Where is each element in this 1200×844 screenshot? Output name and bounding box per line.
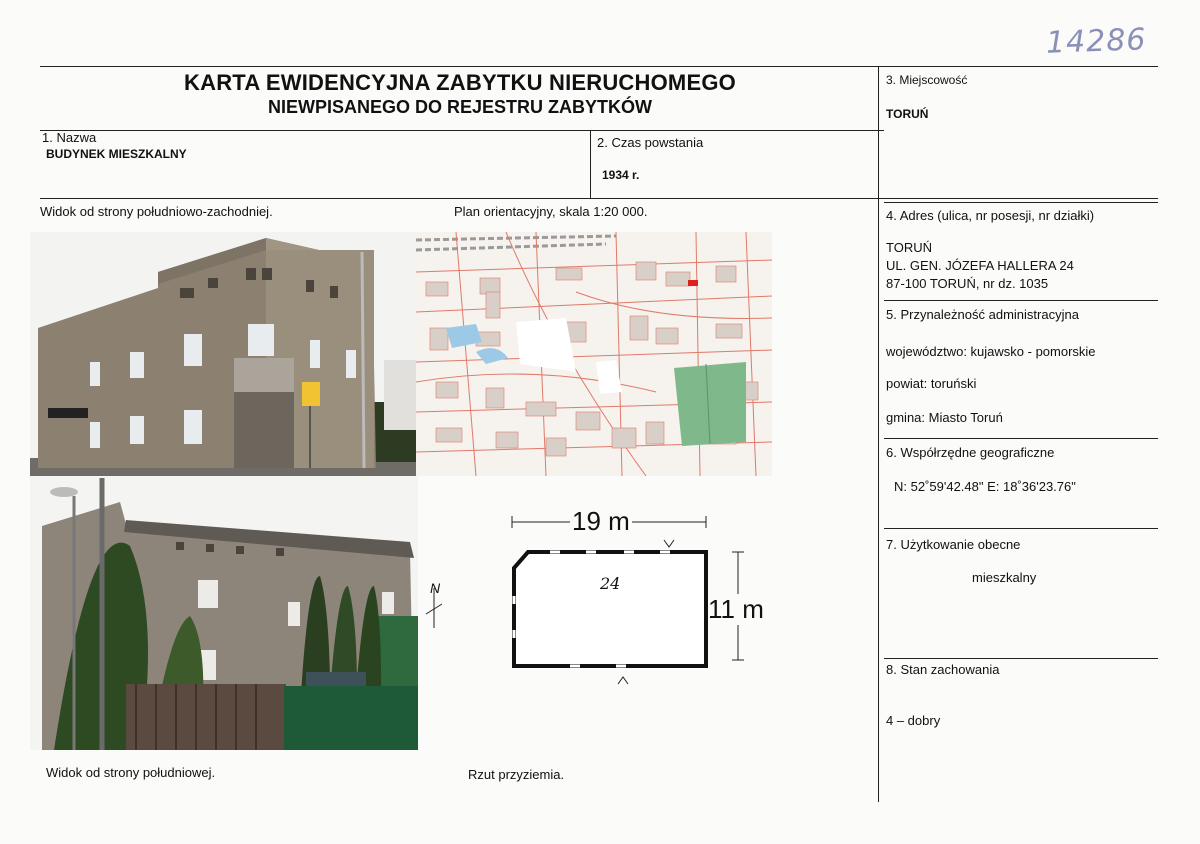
coords-value: N: 52˚59'42.48" E: 18˚36'23.76" [894, 479, 1076, 494]
name-value: BUDYNEK MIESZKALNY [46, 147, 187, 161]
county-value: toruński [930, 376, 977, 391]
caption-view-s: Widok od strony południowej. [46, 765, 216, 780]
name-date-divider [590, 130, 591, 198]
commune-row [886, 410, 1003, 425]
plan-building-number: 24 [600, 574, 621, 593]
date-label: 2. Czas powstania [597, 135, 704, 150]
name-rule [40, 198, 1158, 199]
north-arrow-icon: N [430, 580, 441, 596]
usage-value: mieszkalny [972, 570, 1037, 585]
address-line-3: 87-100 TORUŃ, nr dz. 1035 [886, 276, 1049, 291]
commune-label: gmina: [886, 410, 929, 425]
condition-value: 4 – dobry [886, 713, 941, 728]
address-line-1: TORUŃ [886, 240, 932, 255]
card-title: KARTA EWIDENCYJNA ZABYTKU NIERUCHOMEGO [184, 70, 736, 95]
address-label: 4. Adres (ulica, nr posesji, nr działki) [886, 208, 1095, 223]
voivodeship-value: kujawsko - pomorskie [970, 344, 1096, 359]
photo-south-west-view [30, 232, 416, 476]
ground-floor-plan [420, 500, 780, 760]
voivodeship-row [886, 344, 1096, 359]
usage-label: 7. Użytkowanie obecne [886, 537, 1021, 552]
archive-number: 14286 [1045, 22, 1148, 61]
date-value: 1934 r. [602, 168, 640, 182]
place-label: 3. Miejscowość [886, 73, 968, 87]
admin-label: 5. Przynależność administracyjna [886, 307, 1079, 322]
rule-4 [884, 202, 1158, 203]
county-label: powiat: [886, 376, 931, 391]
commune-value: Miasto Toruń [928, 410, 1003, 425]
plan-height-label: 11 m [708, 594, 764, 624]
name-label: 1. Nazwa [42, 130, 97, 145]
caption-view-sw: Widok od strony południowo-zachodniej. [40, 204, 273, 219]
photo-south-view [30, 476, 418, 750]
rule-6 [884, 438, 1158, 439]
county-row [886, 376, 976, 391]
caption-plan: Plan orientacyjny, skala 1:20 000. [454, 204, 648, 219]
rule-5 [884, 300, 1158, 301]
caption-ground-plan: Rzut przyziemia. [468, 767, 565, 782]
plan-width-label: 19 m [572, 506, 630, 536]
orientation-map [416, 232, 772, 476]
right-column-divider [878, 66, 879, 802]
coords-label: 6. Współrzędne geograficzne [886, 445, 1055, 460]
title-rule [40, 130, 884, 131]
rule-8 [884, 658, 1158, 659]
rule-7 [884, 528, 1158, 529]
address-line-2: UL. GEN. JÓZEFA HALLERA 24 [886, 258, 1074, 273]
place-value: TORUŃ [886, 107, 929, 121]
condition-label: 8. Stan zachowania [886, 662, 1000, 677]
card-subtitle: NIEWPISANEGO DO REJESTRU ZABYTKÓW [267, 97, 653, 117]
voivodeship-label: województwo: [886, 344, 971, 359]
top-rule [40, 66, 1158, 67]
